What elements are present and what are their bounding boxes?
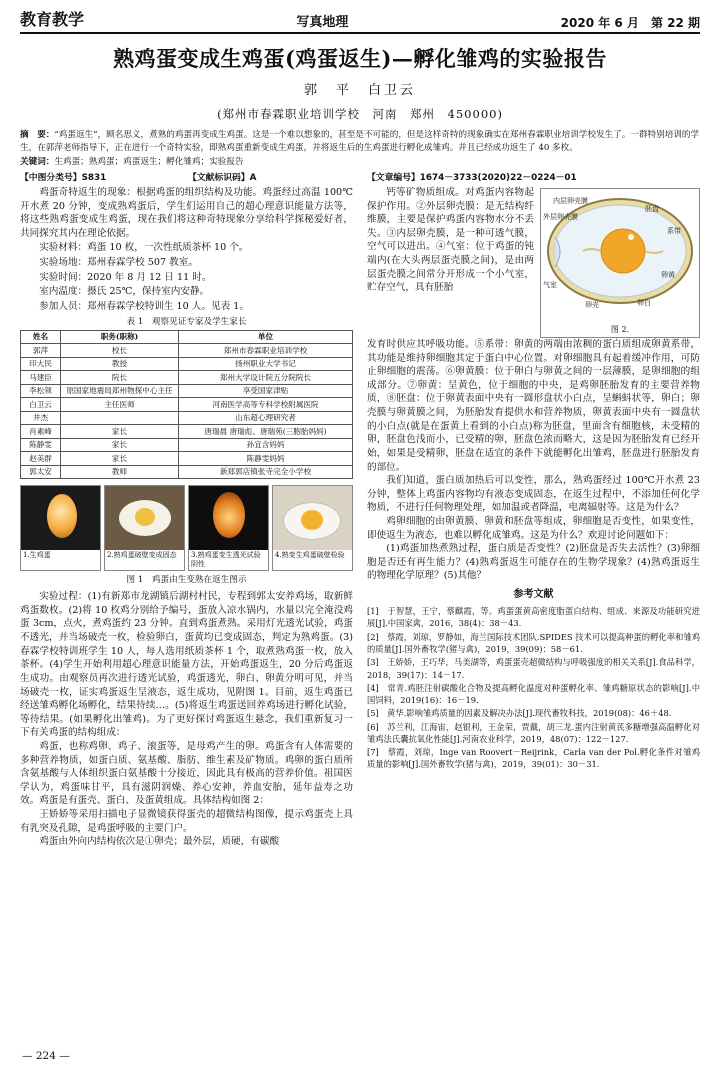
table-cell: 家长 bbox=[61, 425, 179, 438]
section-label: 教育教学 bbox=[20, 10, 85, 30]
discussion-paragraph-1: 我们知道，蛋白质加热后可以变性，那么，熟鸡蛋经过 100℃开水煮 23 分钟，整体上鸡蛋内容物均有液态变成固态，在返生过程中，不添加任何化学物质，不进行任何物理处理，如加温或者降温，电离辐射等。这是为什么？ bbox=[367, 475, 700, 514]
table-cell: 享受国家津贴 bbox=[179, 384, 353, 397]
page-header bbox=[20, 8, 700, 34]
table-cell: 校长 bbox=[61, 344, 179, 357]
table-cell: 郭萍 bbox=[21, 344, 61, 357]
reference-item: [1] 于智慧，王宁，蔡麒霞，等。鸡蛋蛋黄高密度脂蛋白结构、组成、来源及功能研究进展[J].中国家禽，2016，38(4)：38－43. bbox=[367, 606, 700, 629]
affiliation: (郑州市春霖职业培训学校 河南 郑州 450000) bbox=[217, 107, 503, 122]
raw-egg-photo bbox=[21, 486, 100, 550]
photo-label: 1.生鸡蛋 bbox=[23, 551, 51, 560]
info-line: 实验场地：郑州春霖学校 507 教室。 bbox=[39, 257, 198, 269]
info-line: 实验材料：鸡蛋 10 枚，一次性纸质茶杯 10 个。 bbox=[39, 242, 249, 254]
photo-panel bbox=[188, 485, 269, 571]
experiment-info bbox=[20, 241, 353, 313]
table-row bbox=[21, 438, 353, 451]
table-cell: 郑州大学设计院五分院院长 bbox=[179, 371, 353, 384]
info-line: 室内温度：摄氏 25℃，保持室内安静。 bbox=[39, 286, 210, 298]
label-inner-membrane: 内层卵壳膜 bbox=[553, 197, 588, 206]
keywords-text: 生鸡蛋；熟鸡蛋；鸡蛋返生；孵化雏鸡；实验报告 bbox=[54, 157, 244, 168]
article-code: 【文章编号】1674－3733(2020)22－0224－01 bbox=[367, 172, 577, 183]
label-albumen: 卵白 bbox=[637, 299, 651, 308]
structure-continued: 发育时供应其呼吸功能。⑤系带：卵黄的两端由浓稠的蛋白质组成卵黄系带，其功能是维持卵细胞其定于蛋白中心位置。对卵细胞具有起着缓冲作用，可防止卵细胞的震荡。⑥卵黄膜：位于卵白与卵黄之间的一层薄膜，是卵细胞的组成部分。⑦卵黄：呈黄色，位于细胞的中央，是鸡卵胚胎发育的主要营养物质，⑧胚盘：位于卵黄表面中央有一圆形盘状小白点，呈蝌蚪状等，卵白；卵壳膜与卵黄膜之间，为胚胎发育提供水和营养物质，卵黄表面中央有一圆盘状的小白点(就是在蛋黄上看到的小白点)称为胚盘，里面含有细胞核，未受精的卵，胚盘色浅而小，已受精的卵，胚盘色浓而略大，这是因为胚胎发育已经开始，如果是受精卵，胚盘在适宜的条件下就能孵化出雏鸡，胚盘进行胚胎发育的部位。 bbox=[367, 339, 700, 473]
table-cell: 赵美群 bbox=[21, 452, 61, 465]
journal-name: 写真地理 bbox=[296, 14, 349, 30]
table-cell: 井杰 bbox=[21, 411, 61, 424]
table-cell: 唐瑞晨 唐瑞彪、唐瑞苑(三胞胎妈妈) bbox=[179, 425, 353, 438]
table-row bbox=[21, 344, 353, 357]
candling-photo bbox=[189, 486, 268, 550]
table-cell: 河南医学高等专科学校附属医院 bbox=[179, 398, 353, 411]
table-caption: 表 1 观察见证专家及学生家长 bbox=[126, 316, 247, 327]
page-number: — 224 — bbox=[22, 1050, 70, 1063]
tail-paragraph: 鸡蛋由外向内结构依次是①卵壳；最外层，质硬，有碳酸 bbox=[39, 836, 280, 848]
reference-item: [2] 蔡霞，刘琼，罗静如，海兰国际技术团队.SPIDES 技术可以提高种蛋的孵化率和雏鸡的质量[J].国外畜牧学(猪与禽)，2019，39(09)：58－61. bbox=[367, 631, 700, 654]
photo-label: 2.熟鸡蛋破壁变成固态 bbox=[107, 551, 177, 560]
figure-1-photos bbox=[20, 485, 353, 571]
egg-diagram-svg bbox=[541, 189, 699, 319]
blastodisc-shape bbox=[628, 234, 634, 240]
table-cell: 家长 bbox=[61, 452, 179, 465]
table-cell: 白卫云 bbox=[21, 398, 61, 411]
yolk-shape bbox=[601, 229, 645, 273]
figure-1-caption: 图 1 鸡蛋由生变熟在返生图示 bbox=[126, 575, 247, 586]
photo-label: 3.熟鸡蛋变生透光试验阴性 bbox=[191, 551, 261, 568]
table-cell: 郭太安 bbox=[21, 465, 61, 478]
structure-paragraph: 鸡蛋，也称鸡卵、鸡子、滚蛋等，是母鸡产生的卵。鸡蛋含有人体需要的多种营养物质，如蛋白质、氨基酸、脂肪、维生素及矿物质。鸡卵的蛋白质所含氨基酸与人体组织蛋白氨基酸十分接近，因此具有极高的营养价值。祖国医学认为，鸡蛋味甘平，具有滋阴润燥、养心安神，养血安胎，延年益寿之功效。鸡蛋是有蛋壳、蛋白、及蛋黄组成。具体结构如图 2： bbox=[20, 740, 353, 807]
photo-panel bbox=[272, 485, 353, 571]
references-title: 参考文献 bbox=[513, 588, 554, 600]
table-cell: 主任医师 bbox=[61, 398, 179, 411]
photo-panel bbox=[104, 485, 185, 571]
references-list bbox=[367, 605, 700, 770]
issue-info: 2020 年 6 月 第 22 期 bbox=[560, 15, 700, 30]
table-cell: 陈静雯 bbox=[21, 438, 61, 451]
abstract bbox=[20, 129, 700, 156]
table-cell: 李松领 bbox=[21, 384, 61, 397]
abstract-label: 摘 要： bbox=[20, 129, 55, 140]
table-row bbox=[21, 384, 353, 397]
classification-codes bbox=[20, 172, 700, 184]
body-columns bbox=[20, 186, 700, 849]
figure-2-caption: 图 2. bbox=[610, 324, 630, 334]
process-paragraph: 实验过程：(1)有新郑市龙湖镇后湖村村民，专程到郭太安养鸡场，取新鲜鸡蛋数枚。(2)将 10 枚鸡分别给予编号，蛋放入凉水锅内，水量以完全淹没鸡蛋 3cm，点火，煮鸡蛋约 23 分钟。直到鸡蛋煮熟。采用灯光透光试验，鸡蛋不透光，并当场破壳一枚，检验卵白，蛋黄均已变成固态，判定为熟鸡蛋。(3)春霖学校特训班学生 10 人，每人选用纸质茶杯 1 个，取煮熟鸡蛋一枚，放入茶杯。(4)学生开始利用超心理意识能量方法，开始鸡蛋返生，20 分后鸡蛋返生成功。由观察员再次进行透光试验，鸡蛋透光，卵白、卵黄分明可见，并当场破壳一枚，证实鸡蛋返生呈液态，返生成功，见附图 1。目前，返生鸡蛋已经送雏鸡孵化场孵化，结果待续…。(5)将返生鸡蛋送回养鸡场进行孵化试验，等待结果。(如果孵化出雏鸡)。为了更好探讨鸡蛋返生悬念，我们重新复习一下有关鸡蛋的结构组成： bbox=[20, 591, 353, 739]
table-row bbox=[21, 411, 353, 424]
article-title: 熟鸡蛋变成生鸡蛋(鸡蛋返生)—孵化雏鸡的实验报告 bbox=[113, 46, 607, 71]
figure-2-block bbox=[367, 186, 700, 338]
egg-structure-diagram bbox=[540, 188, 700, 338]
keywords bbox=[20, 156, 700, 169]
table-row bbox=[21, 465, 353, 478]
right-column bbox=[367, 186, 700, 849]
table-header: 职务(职称) bbox=[61, 330, 179, 343]
label-shell: 卵壳 bbox=[585, 301, 599, 310]
reference-item: [5] 黄华.影响雏鸡质量的因素及解决办法[J].现代畜牧科技，2019(08)：46＋48. bbox=[367, 708, 672, 719]
table-cell: 印大民 bbox=[21, 357, 61, 370]
witness-table bbox=[20, 330, 353, 479]
table-row bbox=[21, 371, 353, 384]
table-cell: 新郑郭店镇张寺完全小学校 bbox=[179, 465, 353, 478]
discussion-questions: (1)鸡蛋加热煮熟过程，蛋白质是否变性？(2)胚盘是否失去活性？(3)卵细胞是否还有再生能力？(4)熟鸡蛋返生可能存在的生物学现象？(4)熟鸡蛋返生的物理化学原理？(5)其他？ bbox=[367, 543, 700, 582]
table-row bbox=[21, 357, 353, 370]
label-chalaza: 系带 bbox=[667, 227, 681, 236]
photo-panel bbox=[20, 485, 101, 571]
reference-item: [4] 常青.鸡胚注射碳酸化合物及提高孵化温度对种蛋孵化率、雏鸡糖原状态的影响[J].中国饲料，2019(16)：16－19. bbox=[367, 682, 700, 706]
label-yolk: 卵黄 bbox=[661, 271, 675, 280]
keywords-label: 关键词： bbox=[20, 157, 55, 168]
cooked-egg-photo bbox=[105, 486, 184, 550]
table-cell: 陈静雯妈妈 bbox=[179, 452, 353, 465]
reference-item: [6] 苏兰利，江海宙，赵银利，王金荣，贾戴，胡三龙.蛋内注射黄芪多糖增强高温孵化对雏鸡法氏囊抗氧化性能[J].河南农业科学，2019，48(07)：122－127. bbox=[367, 721, 700, 744]
authors: 郭 平 白卫云 bbox=[303, 82, 416, 98]
table-cell: 教授 bbox=[61, 357, 179, 370]
table-cell: 家长 bbox=[61, 438, 179, 451]
table-cell: 山东超心理研究者 bbox=[179, 411, 353, 424]
photo-label: 4.熟变生鸡蛋破壁检验 bbox=[275, 551, 345, 560]
info-line: 实验时间：2020 年 8 月 12 日 11 时。 bbox=[39, 271, 212, 283]
table-cell: 扬州职业大学书记 bbox=[179, 357, 353, 370]
broken-egg-photo bbox=[273, 486, 352, 550]
clc-code: 【中图分类号】S831 bbox=[20, 172, 107, 183]
table-header: 单位 bbox=[179, 330, 353, 343]
table-cell: 教师 bbox=[61, 465, 179, 478]
wang-paragraph: 王娇娇等采用扫描电子显微镜获得蛋壳的超微结构图像，提示鸡蛋壳上具有乳突及孔隙，是鸡蛋呼吸的主要门户。 bbox=[20, 808, 353, 834]
label-blastodisc: 胚盘 bbox=[645, 205, 659, 214]
table-cell: 院长 bbox=[61, 371, 179, 384]
doc-code: 【文献标识码】A bbox=[188, 172, 257, 183]
table-cell bbox=[61, 411, 179, 424]
table-row bbox=[21, 452, 353, 465]
table-row bbox=[21, 425, 353, 438]
table-header: 姓名 bbox=[21, 330, 61, 343]
table-cell: 肖素峰 bbox=[21, 425, 61, 438]
reference-item: [3] 王娇娇，王巧华，马美湖等，鸡蛋蛋壳超微结构与呼吸强度的相关关系[J].食品科学，2018，39(17)：14－17. bbox=[367, 657, 700, 680]
table-cell: 原国家地震局郑州物探中心主任 bbox=[61, 384, 179, 397]
label-air-cell: 气室 bbox=[543, 281, 557, 290]
discussion-paragraph-2: 鸡卵细胞的由卵黄膜、卵黄和胚盘等组成，卵细胞是否变性，如果变性，即使返生为液态，也难以孵化成雏鸡。这是为什么？欢迎讨论问题如下： bbox=[367, 515, 700, 541]
structure-list: 钙等矿物质组成。对鸡蛋内容物起保护作用。②外层卵壳膜：是无结构纤维膜，主要是保护鸡蛋内容物水分不丢失。③内层卵壳膜，是一种可透气膜，空气可以进出。④气室：位于鸡蛋的钝端内(在大头两层蛋壳膜之间)，是由两层蛋壳膜之间常分开形成一个小气室，贮存空气，具有胚胎 bbox=[367, 187, 534, 294]
intro-paragraph: 鸡蛋奇特返生的现象：根据鸡蛋的组织结构及功能。鸡蛋经过高温 100℃开水煮 20 分钟，变成熟鸡蛋后，学生们运用自己的超心理意识能量方法等，将这些熟鸡蛋变成生鸡蛋，现在我们将这种奇特现象分享给科学探秘爱好者，共同探究其内在理论依据。 bbox=[20, 187, 353, 239]
table-cell: 马建臣 bbox=[21, 371, 61, 384]
table-cell: 郑州市春霖职业培训学校 bbox=[179, 344, 353, 357]
info-line: 参加人员：郑州春霖学校特训生 10 人。见表 1。 bbox=[39, 300, 249, 312]
abstract-text: “鸡蛋返生”，顾名思义，煮熟的鸡蛋再变成生鸡蛋。这是一个难以想象的，甚至是不可能的，但是这样奇特的现象确实在郑州春霖职业培训学校发生了。一群特别培训的学生，在郭萍老师指导下，正在进行一个奇特实验，即熟鸡蛋重新变成生鸡蛋，并将返生后的生鸡蛋进行孵化成雏鸡。并且已经成功返生了 40 多枚。 bbox=[20, 129, 700, 153]
table-cell: 孙宜含妈妈 bbox=[179, 438, 353, 451]
table-row bbox=[21, 398, 353, 411]
label-outer-membrane: 外层卵壳膜 bbox=[543, 213, 578, 222]
reference-item: [7] 蔡霞，刘琼，Inge van Roovert－Reijrink，Carla van der Pol.孵化条件对雏鸡质量的影响[J].国外畜牧学(猪与禽)，2019，39(01)：30－31. bbox=[367, 747, 700, 770]
left-column bbox=[20, 186, 353, 849]
